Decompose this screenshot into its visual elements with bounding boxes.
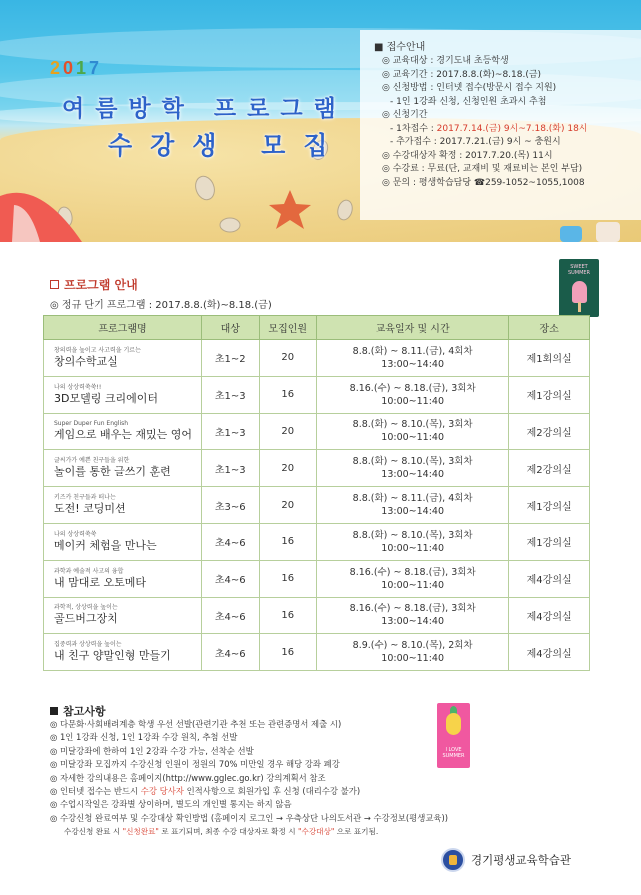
target-cell: 초1~2 — [202, 340, 259, 377]
target-cell: 초4~6 — [202, 560, 259, 597]
popsicle-icon — [572, 281, 587, 303]
schedule-time: 10:00~11:40 — [381, 542, 444, 554]
note-text: ◎ 자세한 강의내용은 홈페이지(http://www.gglec.go.kr) 강의계획서 참조 — [50, 772, 326, 783]
note-highlight: "수강대상" — [298, 827, 335, 837]
schedule-cell — [316, 560, 508, 597]
note-text: 으로 표기됨. — [334, 827, 379, 837]
header-schedule: 교육일자 및 시간 — [316, 316, 508, 340]
section-title — [50, 276, 138, 293]
note-text: 로 표기되며, 최종 수강 대상자로 확정 시 — [158, 827, 299, 837]
schedule-date: 8.16.(수) ~ 8.18.(금), 3회차 — [349, 603, 476, 615]
count-cell: 16 — [259, 597, 316, 634]
schedule-date: 8.8.(화) ~ 8.11.(금), 4회차 — [352, 345, 473, 357]
program-tagline: 집중력과 상상력을 높이는 — [54, 641, 122, 649]
program-tagline: 나의 상상력쑥쑥!! — [54, 383, 102, 391]
header-program-name: 프로그램명 — [44, 316, 202, 340]
note-text: 수강신청 완료 시 — [64, 827, 123, 837]
info-item — [382, 109, 637, 123]
program-name: 내 맘대로 오토메타 — [54, 575, 147, 589]
note-item — [50, 718, 430, 731]
table-row — [44, 597, 590, 634]
title-line-2: 수강생 모집 — [108, 131, 346, 160]
info-item — [382, 123, 637, 137]
schedule-time: 10:00~11:40 — [381, 653, 444, 665]
info-item — [382, 55, 637, 69]
info-item-text: - 1인 1강좌 신청, 신청인원 초과시 추첨 — [390, 96, 547, 107]
info-item — [382, 136, 637, 150]
program-name: 내 친구 양말인형 만들기 — [54, 649, 171, 663]
schedule-time: 13:00~14:40 — [381, 358, 444, 370]
program-tagline: 키즈카 친구들과 떠나는 — [54, 494, 116, 502]
target-cell: 초4~6 — [202, 523, 259, 560]
program-name-cell — [44, 597, 202, 634]
program-name: 골드버그장치 — [54, 612, 118, 626]
info-item — [382, 82, 637, 96]
pineapple-sticker — [437, 703, 470, 768]
place-cell: 제4강의실 — [509, 560, 590, 597]
program-name: 창의수학교실 — [54, 354, 118, 368]
place-cell: 제2강의실 — [509, 450, 590, 487]
schedule-date: 8.8.(화) ~ 8.10.(목), 3회차 — [352, 456, 473, 468]
program-table — [43, 315, 590, 671]
info-item-text: ◎ 신청기간 — [382, 110, 428, 120]
count-cell: 20 — [259, 340, 316, 377]
table-row — [44, 340, 590, 377]
schedule-time: 10:00~11:40 — [381, 395, 444, 407]
info-item — [382, 96, 637, 110]
pineapple-icon — [446, 713, 461, 735]
target-cell: 초4~6 — [202, 634, 259, 671]
header-place: 장소 — [509, 316, 590, 340]
target-cell: 초1~3 — [202, 413, 259, 450]
notes-title — [50, 703, 106, 719]
summer-popsicle-sticker — [559, 259, 599, 317]
year-digit: 7 — [89, 58, 103, 78]
target-cell: 초4~6 — [202, 597, 259, 634]
section-subtitle: ◎ 정규 단기 프로그램 : 2017.8.8.(화)~8.18.(금) — [50, 300, 272, 311]
place-cell: 제4강의실 — [509, 597, 590, 634]
organization-logo-icon — [441, 848, 465, 872]
note-text: ◎ 미달강좌 모집까지 수강신청 인원이 정원의 70% 미만일 경우 해당 강좌 폐강 — [50, 759, 340, 770]
popsicle-stick — [578, 302, 581, 312]
schedule-cell — [316, 450, 508, 487]
ice-cream-icon — [560, 226, 582, 242]
schedule-date: 8.16.(수) ~ 8.18.(금), 3회차 — [349, 382, 476, 394]
title-line-1: 여름방학 프로그램 — [62, 96, 347, 122]
program-name-cell — [44, 413, 202, 450]
schedule-cell — [316, 634, 508, 671]
target-cell: 초1~3 — [202, 376, 259, 413]
note-text: ◎ 인터넷 접수는 반드시 — [50, 786, 141, 797]
notes-title-text: 참고사항 — [63, 705, 106, 718]
schedule-date: 8.8.(화) ~ 8.10.(목), 3회차 — [352, 419, 473, 431]
schedule-cell — [316, 413, 508, 450]
starfish-icon — [269, 190, 311, 229]
organization-footer — [441, 848, 571, 872]
schedule-cell — [316, 487, 508, 524]
note-item — [50, 731, 430, 744]
program-name: 도전! 코딩미션 — [54, 502, 126, 516]
count-cell: 16 — [259, 376, 316, 413]
note-item — [50, 758, 430, 771]
section-title-text: 프로그램 안내 — [64, 278, 138, 292]
info-item-text: ◎ 수강대상자 확정 : 2017.7.20.(목) 11시 — [382, 150, 553, 161]
program-tagline: 과학과 예술적 사고의 융합 — [54, 567, 124, 575]
info-item-text: ◎ 교육대상 : 경기도내 초등학생 — [382, 56, 509, 66]
count-cell: 20 — [259, 487, 316, 524]
info-item — [382, 150, 637, 164]
schedule-cell — [316, 523, 508, 560]
note-item — [50, 785, 430, 798]
schedule-date: 8.8.(화) ~ 8.11.(금), 4회차 — [352, 493, 473, 505]
schedule-time: 13:00~14:40 — [381, 506, 444, 518]
note-item — [50, 745, 430, 758]
table-row — [44, 523, 590, 560]
program-name-cell — [44, 340, 202, 377]
organization-name: 경기평생교육학습관 — [471, 853, 571, 867]
schedule-cell — [316, 376, 508, 413]
program-tagline: 과학적, 상상력을 높이는 — [54, 604, 118, 612]
program-name-cell — [44, 523, 202, 560]
note-text: 인적사항으로 회원가입 후 신청 (대리수강 불가) — [183, 786, 361, 797]
program-name: 놀이를 통한 글쓰기 훈련 — [54, 465, 171, 479]
year-digit: 0 — [63, 58, 77, 78]
program-name-cell — [44, 376, 202, 413]
sticker-text: I LOVE SUMMER — [442, 747, 465, 759]
count-cell: 20 — [259, 413, 316, 450]
program-tagline: Super Duper Fun English — [54, 420, 129, 428]
place-cell: 제1강의실 — [509, 523, 590, 560]
info-item-text: - 1차접수 : — [390, 123, 437, 134]
target-cell: 초3~6 — [202, 487, 259, 524]
place-cell: 제4강의실 — [509, 634, 590, 671]
table-row — [44, 560, 590, 597]
program-name: 3D모델링 크리에이터 — [54, 391, 158, 405]
info-item-text: ◎ 신청방법 : 인터넷 접수(방문시 접수 지원) — [382, 83, 557, 93]
info-heading: ■ 접수안내 — [374, 42, 426, 53]
schedule-cell — [316, 340, 508, 377]
count-cell: 16 — [259, 560, 316, 597]
info-item-text: - 추가접수 : 2017.7.21.(금) 9시 ~ 충원시 — [390, 137, 561, 147]
header-target: 대상 — [202, 316, 259, 340]
note-text: ◎ 미달강좌에 한하여 1인 2강좌 수강 가능, 선착순 선발 — [50, 745, 254, 756]
place-cell: 제2강의실 — [509, 413, 590, 450]
note-highlight: 수강 당사자 — [140, 786, 184, 797]
schedule-cell — [316, 597, 508, 634]
place-cell: 제1강의실 — [509, 376, 590, 413]
info-item — [382, 69, 637, 83]
schedule-date: 8.9.(수) ~ 8.10.(목), 2회차 — [352, 640, 473, 652]
info-item-text: ◎ 수강료 : 무료(단, 교재비 및 재료비는 본인 부담) — [382, 164, 583, 174]
place-cell: 제1회의실 — [509, 340, 590, 377]
program-tagline: 나의 상상력쑥쑥 — [54, 530, 97, 538]
count-cell: 16 — [259, 523, 316, 560]
schedule-date: 8.16.(수) ~ 8.18.(금), 3회차 — [349, 566, 476, 578]
notes-list — [50, 718, 449, 839]
sticker-text: SWEET SUMMER — [567, 264, 591, 276]
place-cell: 제1강의실 — [509, 487, 590, 524]
header-count: 모집인원 — [259, 316, 316, 340]
square-bullet-icon — [50, 280, 59, 289]
program-tagline: 창의력을 높이고 사고력을 기르는 — [54, 346, 141, 354]
schedule-time: 13:00~14:40 — [381, 616, 444, 628]
schedule-date: 8.8.(화) ~ 8.10.(목), 3회차 — [352, 529, 473, 541]
program-name-cell — [44, 634, 202, 671]
header-banner — [0, 0, 641, 242]
table-row — [44, 450, 590, 487]
year-digit: 2 — [50, 58, 64, 78]
program-name-cell — [44, 450, 202, 487]
info-item-text: ◎ 문의 : 평생학습담당 ☎259-1052~1055,1008 — [382, 177, 585, 188]
count-cell: 20 — [259, 450, 316, 487]
info-item-highlight: 2017.7.14.(금) 9시~7.18.(화) 18시 — [436, 123, 588, 134]
table-row — [44, 413, 590, 450]
note-item — [50, 772, 430, 785]
note-item — [50, 798, 430, 811]
info-item — [382, 163, 637, 177]
info-item-text: ◎ 교육기간 : 2017.8.8.(화)~8.18.(금) — [382, 69, 542, 80]
table-row — [44, 376, 590, 413]
year-digit: 1 — [76, 58, 90, 78]
table-header-row — [44, 316, 590, 340]
target-cell: 초1~3 — [202, 450, 259, 487]
program-tagline: 글씨가가 예쁜 친구들을 위한 — [54, 457, 130, 465]
note-text: ◎ 수강신청 완료여부 및 수강대상 확인방법 (홈페이지 로그인 → 우측상단 나의도서관 → 수강정보(평생교육)) — [50, 812, 449, 823]
note-text: ◎ 다문화·사회배려계층 학생 우선 선발(관련기관 추천 또는 관련증명서 제출 시) — [50, 719, 342, 729]
info-item — [382, 177, 637, 191]
note-text: ◎ 1인 1강좌 신청, 1인 1강좌 수강 원칙, 추첨 선발 — [50, 732, 238, 743]
program-name: 게임으로 배우는 재밌는 영어 — [54, 428, 193, 442]
schedule-time: 10:00~11:40 — [381, 432, 444, 444]
program-name: 메이커 체험을 만나는 — [54, 538, 157, 552]
note-item — [50, 825, 430, 838]
schedule-time: 10:00~11:40 — [381, 579, 444, 591]
note-highlight: "신청완료" — [122, 827, 159, 837]
square-bullet-icon — [50, 707, 58, 715]
program-name-cell — [44, 487, 202, 524]
year-label — [50, 58, 102, 79]
table-row — [44, 634, 590, 671]
table-row — [44, 487, 590, 524]
count-cell: 16 — [259, 634, 316, 671]
program-name-cell — [44, 560, 202, 597]
note-text: ◎ 수업시작일은 강좌별 상이하며, 별도의 개인별 통지는 하지 않음 — [50, 799, 292, 810]
note-item — [50, 812, 449, 825]
schedule-time: 13:00~14:40 — [381, 469, 444, 481]
info-list — [382, 55, 637, 190]
